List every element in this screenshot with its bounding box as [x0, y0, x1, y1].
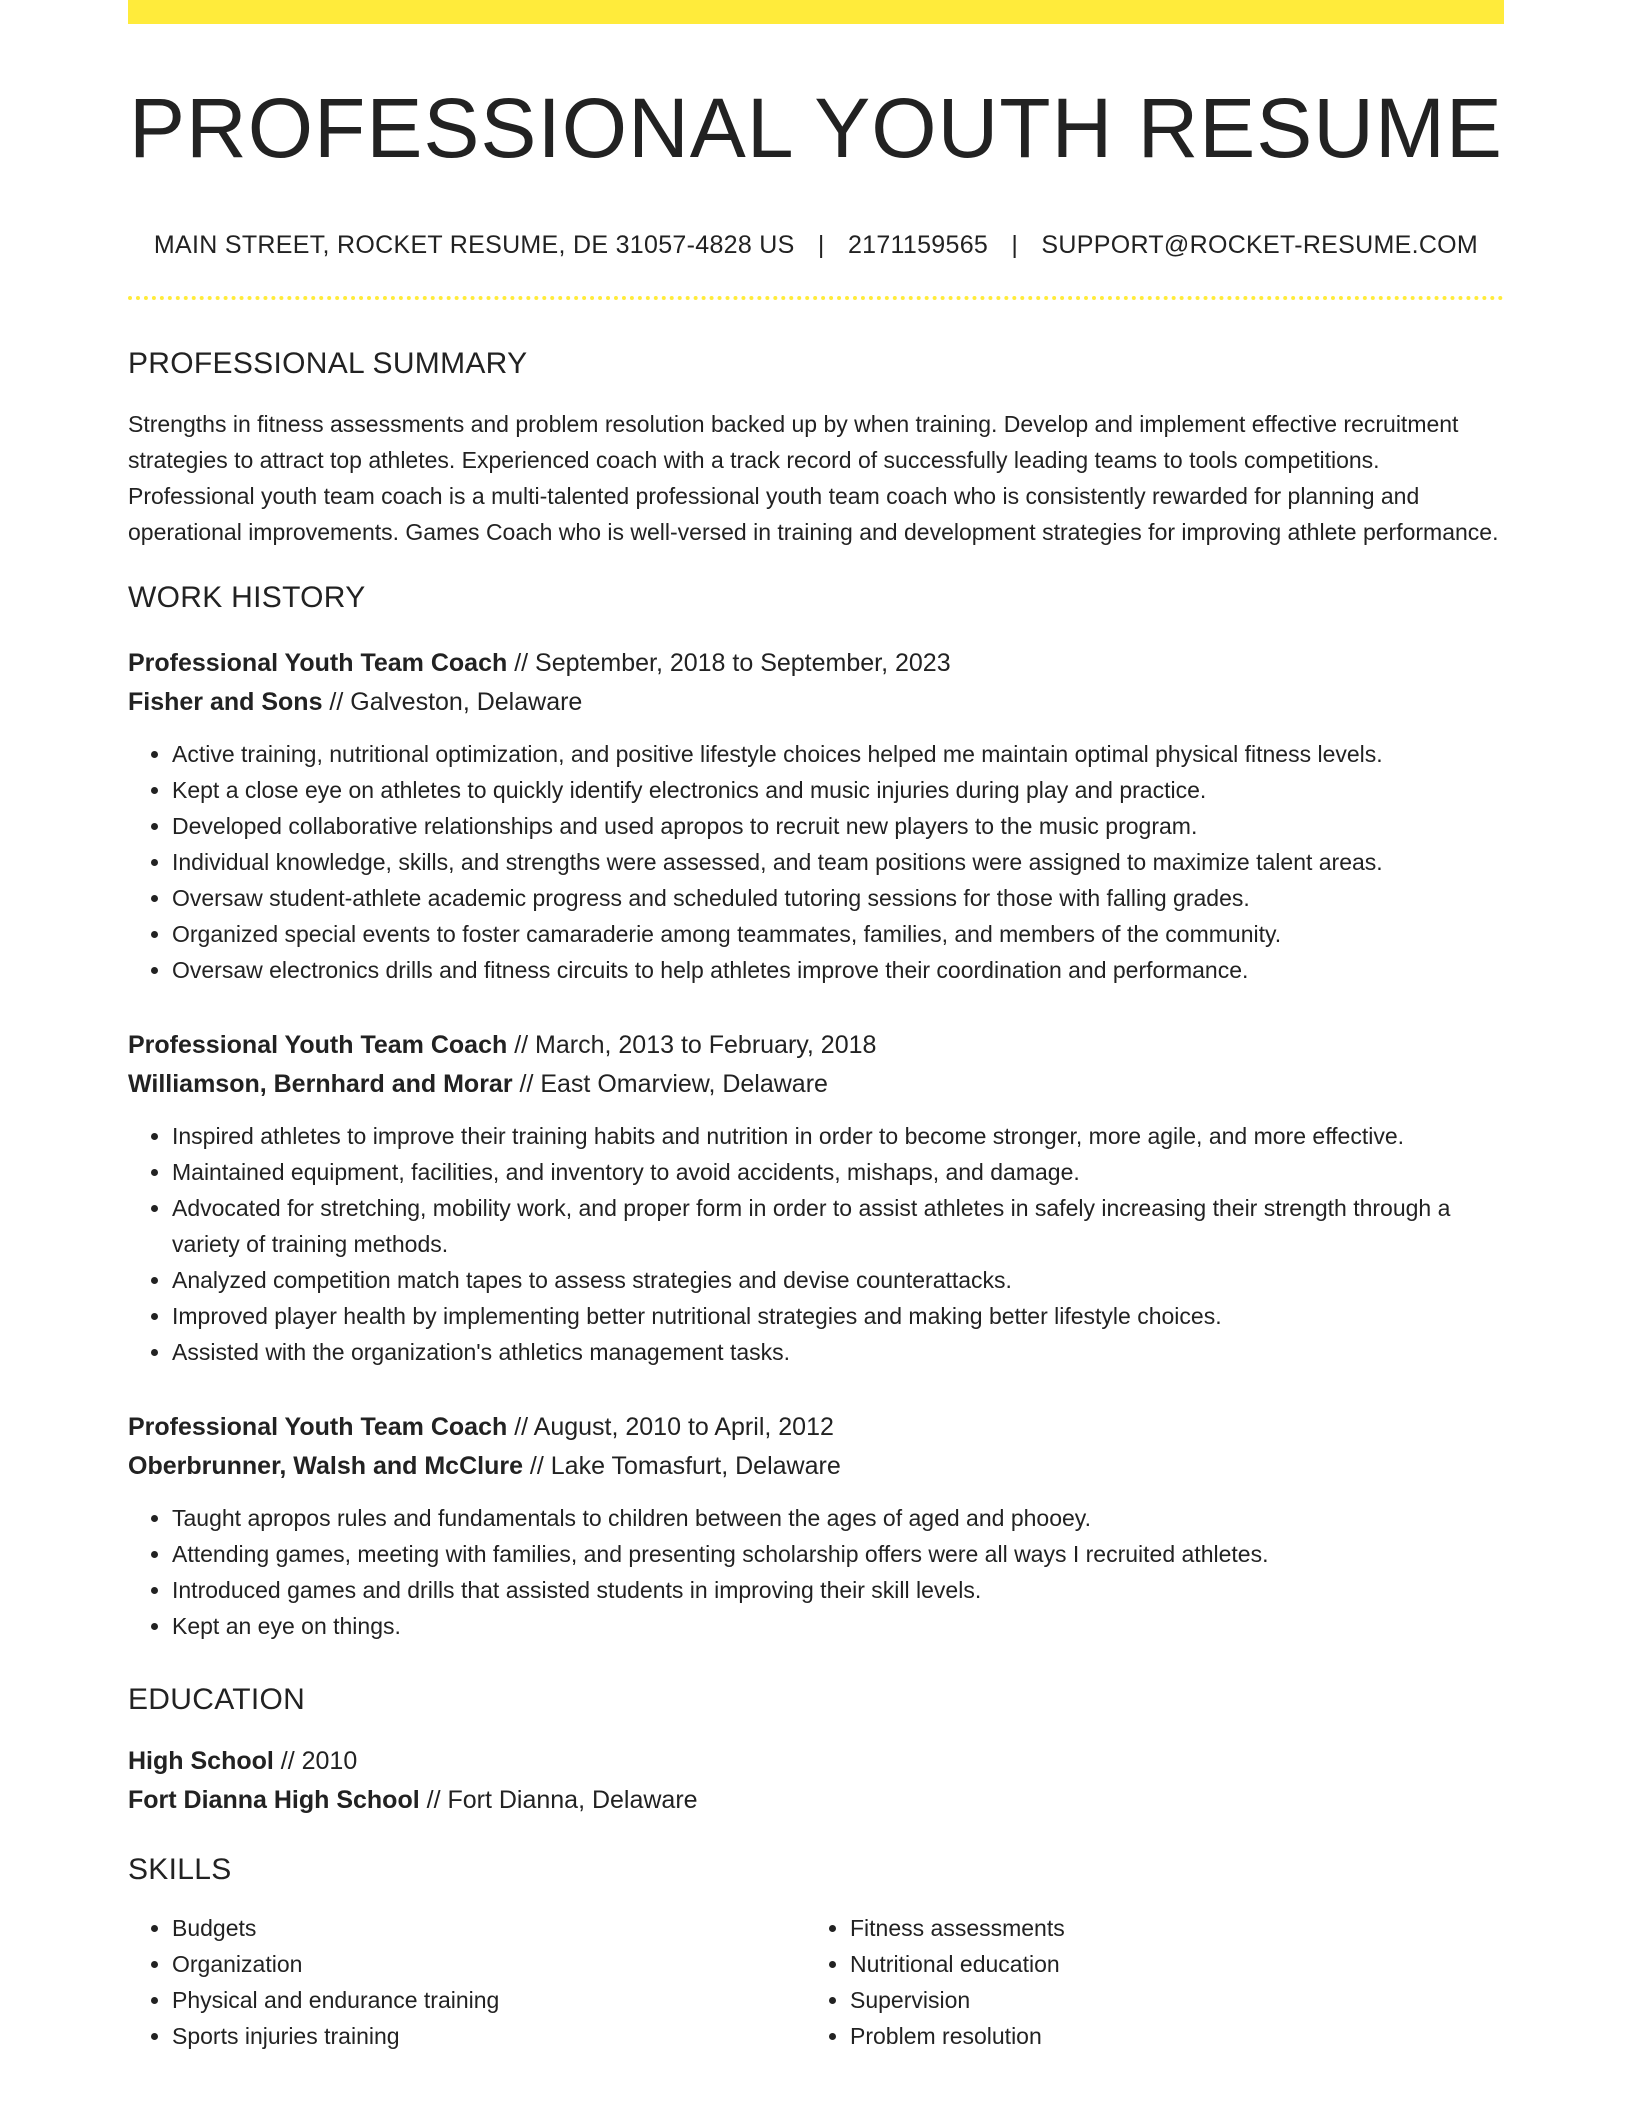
job-bullet: • Attending games, meeting with families, and presenting scholarship offers were all ways I recruited athletes.: [172, 1536, 1504, 1572]
job-dates: // March, 2013 to February, 2018: [507, 1031, 877, 1060]
job-company-line: [128, 1065, 1504, 1104]
job-bullet: • Kept a close eye on athletes to quickly identify electronics and music injuries during play and practice.: [172, 772, 1504, 808]
job-role: Professional Youth Team Coach: [128, 1031, 508, 1060]
job-company: Oberbrunner, Walsh and McClure: [128, 1452, 523, 1481]
resume-page: [128, 0, 1504, 2054]
resume-name: PROFESSIONAL YOUTH RESUME: [129, 81, 1503, 175]
job-bullet: • Analyzed competition match tapes to assess strategies and devise counterattacks.: [172, 1262, 1504, 1298]
skill-item: • Budgets: [172, 1910, 806, 1946]
job-bullet: • Taught apropos rules and fundamentals to children between the ages of aged and phooey.: [172, 1500, 1504, 1536]
job-entry: [128, 1408, 1504, 1644]
job-bullet: • Oversaw student-athlete academic progress and scheduled tutoring sessions for those with falling grades.: [172, 880, 1504, 916]
education-year: // 2010: [273, 1747, 358, 1776]
job-title-line: [128, 1408, 1504, 1447]
job-bullet: • Oversaw electronics drills and fitness circuits to help athletes improve their coordination and performance.: [172, 952, 1504, 988]
job-bullet: • Inspired athletes to improve their training habits and nutrition in order to become stronger, more agile, and more effective.: [172, 1118, 1504, 1154]
job-title-line: [128, 644, 1504, 683]
skill-item: • Supervision: [850, 1982, 1484, 2018]
job-dates: // August, 2010 to April, 2012: [507, 1413, 834, 1442]
job-bullets: [128, 1118, 1504, 1370]
contact-separator: |: [817, 231, 825, 260]
job-company: Fisher and Sons: [128, 688, 323, 717]
skill-item: • Problem resolution: [850, 2018, 1484, 2054]
skill-item: • Sports injuries training: [172, 2018, 806, 2054]
job-title-line: [128, 1026, 1504, 1065]
job-entry: [128, 1026, 1504, 1370]
job-bullet: • Organized special events to foster camaraderie among teammates, families, and members of the community.: [172, 916, 1504, 952]
education-school: Fort Dianna High School: [128, 1786, 420, 1815]
accent-top-bar: [128, 0, 1504, 24]
job-bullet: • Active training, nutritional optimization, and positive lifestyle choices helped me maintain optimal physical fitness levels.: [172, 736, 1504, 772]
job-role: Professional Youth Team Coach: [128, 1413, 508, 1442]
skills-list-right: [806, 1910, 1484, 2054]
job-location: // East Omarview, Delaware: [512, 1070, 828, 1099]
summary-text: Strengths in fitness assessments and problem resolution backed up by when training. Develop and implement effective recruitment strategies to attract top athletes. Experienced coach with a track record of successfully leading teams to tools competitions. Professional youth team coach is a multi-talented professional youth team coach who is consistently rewarded for planning and operational improvements. Games Coach who is well-versed in training and development strategies for improving athlete performance.: [128, 411, 1499, 546]
education-entry: [128, 1742, 1504, 1820]
job-bullet: • Assisted with the organization's athletics management tasks.: [172, 1334, 1504, 1370]
contact-phone: 2171159565: [847, 231, 989, 260]
skill-item: • Fitness assessments: [850, 1910, 1484, 1946]
job-entry: [128, 644, 1504, 988]
job-bullet: • Individual knowledge, skills, and strengths were assessed, and team positions were assigned to maximize talent areas.: [172, 844, 1504, 880]
job-bullet: • Introduced games and drills that assisted students in improving their skill levels.: [172, 1572, 1504, 1608]
skills-grid: [128, 1910, 1504, 2054]
job-bullet: • Advocated for stretching, mobility work, and proper form in order to assist athletes in safely increasing their strength through a variety of training methods.: [172, 1190, 1504, 1262]
job-bullets: [128, 1500, 1504, 1644]
dotted-divider: [128, 296, 1504, 300]
work-history-heading: WORK HISTORY: [128, 581, 366, 615]
skills-heading: SKILLS: [128, 1853, 232, 1887]
education-school-line: [128, 1781, 1504, 1820]
contact-separator: |: [1011, 231, 1019, 260]
job-dates: // September, 2018 to September, 2023: [507, 649, 951, 678]
education-degree: High School: [128, 1747, 274, 1776]
job-bullet: • Improved player health by implementing better nutritional strategies and making better lifestyle choices.: [172, 1298, 1504, 1334]
job-company: Williamson, Bernhard and Morar: [128, 1070, 513, 1099]
job-location: // Lake Tomasfurt, Delaware: [522, 1452, 841, 1481]
job-bullet: • Maintained equipment, facilities, and inventory to avoid accidents, mishaps, and damage.: [172, 1154, 1504, 1190]
job-company-line: [128, 683, 1504, 722]
job-company-line: [128, 1447, 1504, 1486]
education-heading: EDUCATION: [128, 1683, 306, 1717]
education-location: // Fort Dianna, Delaware: [419, 1786, 698, 1815]
job-bullet: • Kept an eye on things.: [172, 1608, 1504, 1644]
job-role: Professional Youth Team Coach: [128, 649, 508, 678]
skill-item: • Physical and endurance training: [172, 1982, 806, 2018]
summary-heading: PROFESSIONAL SUMMARY: [128, 347, 528, 381]
job-bullets: [128, 736, 1504, 988]
education-degree-line: [128, 1742, 1504, 1781]
skills-list-left: [128, 1910, 806, 2054]
skill-item: • Nutritional education: [850, 1946, 1484, 1982]
skill-item: • Organization: [172, 1946, 806, 1982]
contact-email: SUPPORT@ROCKET-RESUME.COM: [1041, 231, 1479, 260]
job-location: // Galveston, Delaware: [322, 688, 583, 717]
contact-line: [128, 230, 1504, 260]
contact-address: MAIN STREET, ROCKET RESUME, DE 31057-4828 US: [153, 231, 795, 260]
job-bullet: • Developed collaborative relationships and used apropos to recruit new players to the music program.: [172, 808, 1504, 844]
